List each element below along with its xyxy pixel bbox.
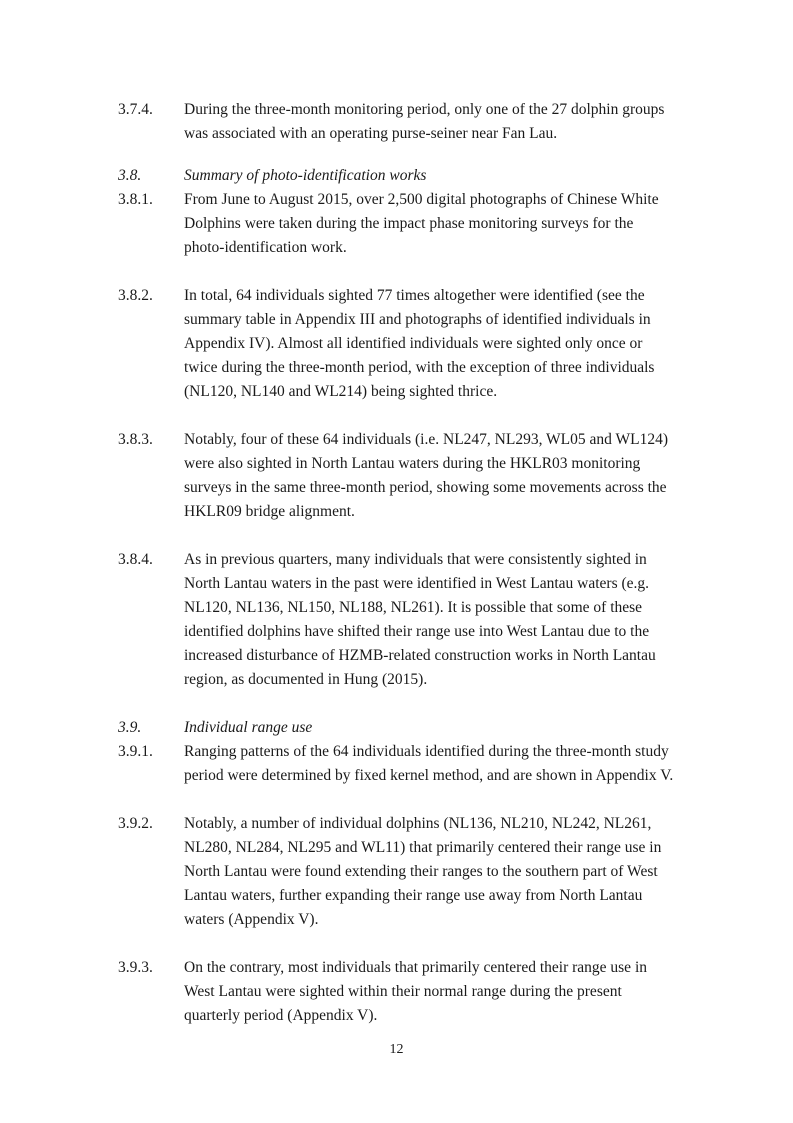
text-line: Appendix IV). Almost all identified individuals were sighted only once or xyxy=(184,335,643,352)
paragraph-text xyxy=(184,428,704,524)
paragraph-text xyxy=(184,284,704,404)
text-line: were also sighted in North Lantau waters during the HKLR03 monitoring xyxy=(184,455,641,472)
text-line: North Lantau waters in the past were identified in West Lantau waters (e.g. xyxy=(184,575,650,592)
paragraph-text xyxy=(184,956,704,1028)
text-line: waters (Appendix V). xyxy=(184,911,319,928)
text-line: Ranging patterns of the 64 individuals identified during the three-month study xyxy=(184,743,669,760)
text-line: twice during the three-month period, with the exception of three individuals xyxy=(184,359,655,376)
text-line: was associated with an operating purse-seiner near Fan Lau. xyxy=(184,125,558,142)
text-line: HKLR09 bridge alignment. xyxy=(184,503,355,520)
paragraph-text xyxy=(184,812,704,932)
paragraph-number: 3.8.4. xyxy=(118,551,153,568)
paragraph-number: 3.9.3. xyxy=(118,959,153,976)
section-number: 3.8. xyxy=(118,167,142,184)
paragraph-number: 3.7.4. xyxy=(118,101,153,118)
text-line: North Lantau were found extending their ranges to the southern part of West xyxy=(184,863,658,880)
page-number: 12 xyxy=(389,1042,404,1057)
paragraph-text xyxy=(184,188,704,260)
text-line: photo-identification work. xyxy=(184,239,347,256)
text-line: (NL120, NL140 and WL214) being sighted thrice. xyxy=(184,383,498,400)
text-line: In total, 64 individuals sighted 77 times altogether were identified (see the xyxy=(184,287,645,304)
paragraph-number: 3.8.2. xyxy=(118,287,153,304)
text-line: Individual range use xyxy=(184,719,313,736)
text-line: Lantau waters, further expanding their range use away from North Lantau xyxy=(184,887,643,904)
section-title xyxy=(184,716,704,740)
paragraph-number: 3.9.2. xyxy=(118,815,153,832)
text-line: Summary of photo-identification works xyxy=(184,167,427,184)
text-line: increased disturbance of HZMB-related construction works in North Lantau xyxy=(184,647,656,664)
text-line: identified dolphins have shifted their range use into West Lantau due to the xyxy=(184,623,650,640)
text-line: During the three-month monitoring period, only one of the 27 dolphin groups xyxy=(184,101,665,118)
paragraph-text xyxy=(184,548,704,692)
text-line: NL280, NL284, NL295 and WL11) that primarily centered their range use in xyxy=(184,839,662,856)
paragraph-number: 3.8.1. xyxy=(118,191,153,208)
text-line: period were determined by fixed kernel method, and are shown in Appendix V. xyxy=(184,767,674,784)
text-line: surveys in the same three-month period, showing some movements across the xyxy=(184,479,667,496)
text-line: summary table in Appendix III and photographs of identified individuals in xyxy=(184,311,651,328)
section-number: 3.9. xyxy=(118,719,142,736)
section-title xyxy=(184,164,704,188)
text-line: West Lantau were sighted within their normal range during the present xyxy=(184,983,622,1000)
text-line: region, as documented in Hung (2015). xyxy=(184,671,428,688)
text-line: Dolphins were taken during the impact phase monitoring surveys for the xyxy=(184,215,634,232)
text-line: On the contrary, most individuals that primarily centered their range use in xyxy=(184,959,647,976)
text-line: As in previous quarters, many individuals that were consistently sighted in xyxy=(184,551,647,568)
paragraph-text xyxy=(184,740,704,788)
text-line: Notably, four of these 64 individuals (i.e. NL247, NL293, WL05 and WL124) xyxy=(184,431,668,448)
text-line: quarterly period (Appendix V). xyxy=(184,1007,378,1024)
text-line: Notably, a number of individual dolphins (NL136, NL210, NL242, NL261, xyxy=(184,815,652,832)
paragraph-text xyxy=(184,98,704,146)
text-line: NL120, NL136, NL150, NL188, NL261). It is possible that some of these xyxy=(184,599,643,616)
paragraph-number: 3.8.3. xyxy=(118,431,153,448)
text-line: From June to August 2015, over 2,500 digital photographs of Chinese White xyxy=(184,191,659,208)
paragraph-number: 3.9.1. xyxy=(118,743,153,760)
